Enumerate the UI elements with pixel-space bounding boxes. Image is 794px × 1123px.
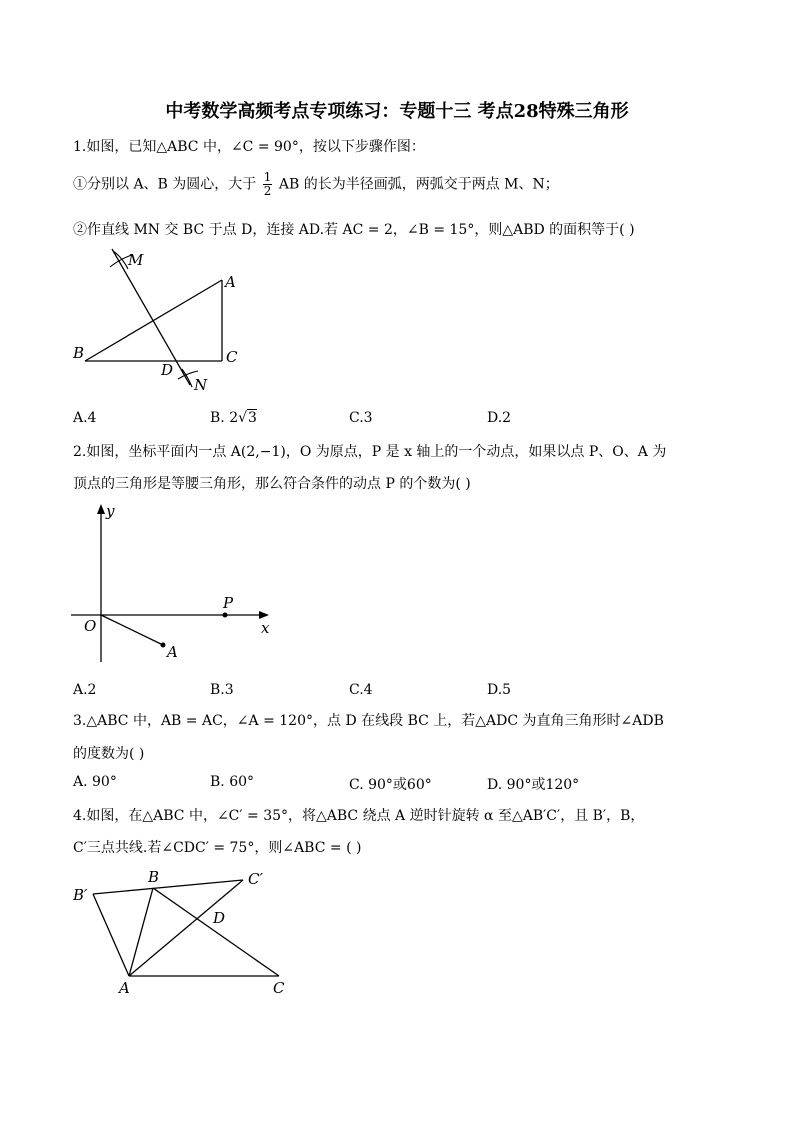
page-title: 中考数学高频考点专项练习：专题十三 考点28特殊三角形	[165, 101, 629, 122]
q2-segment-oa	[101, 615, 163, 645]
q1-frac-num: 1	[263, 170, 272, 184]
q3-line2: 的度数为( )	[73, 746, 145, 762]
q4-label-a: A	[119, 979, 130, 997]
q1-label-n: N	[194, 376, 208, 394]
q4-label-bp: B′	[73, 886, 88, 904]
q2-line1: 2.如图，坐标平面内一点 A(2,−1)，O 为原点，P 是 x 轴上的一个动点，如果以点 P、O、A 为	[73, 444, 667, 460]
q1-option-b-root: 3	[248, 410, 257, 426]
q1-label-c: C	[226, 348, 238, 366]
q1-label-m: M	[128, 251, 144, 269]
q2-point-p	[223, 613, 228, 618]
q2-point-a	[161, 643, 166, 648]
q1-line1: 1.如图，已知△ABC 中，∠C = 90°，按以下步骤作图：	[73, 139, 425, 155]
q4-segment-bp-a	[93, 894, 129, 976]
q1-line-mn	[112, 249, 190, 385]
q4-label-b: B	[148, 868, 160, 886]
q2-x-arrow	[259, 611, 269, 619]
q2-option-c[interactable]: C.4	[349, 682, 373, 698]
q4-label-d: D	[213, 909, 226, 927]
q1-option-b-pre: B. 2	[210, 410, 239, 426]
q4-line2: C′三点共线.若∠CDC′ = 75°，则∠ABC = ( )	[73, 840, 362, 856]
q2-option-a[interactable]: A.2	[73, 682, 97, 698]
q4-line1: 4.如图，在△ABC 中，∠C′ = 35°，将△ABC 绕点 A 逆时针旋转 α 至△AB′C′，且 B′，B，	[73, 808, 645, 824]
q3-option-d[interactable]: D. 90°或120°	[487, 777, 580, 793]
q3-line1: 3.△ABC 中，AB = AC，∠A = 120°，点 D 在线段 BC 上，若△ADC 为直角三角形时∠ADB	[73, 713, 664, 729]
q1-frac-den: 2	[263, 184, 272, 198]
q4-label-c: C	[273, 979, 285, 997]
q1-arc-n2	[182, 369, 192, 387]
q3-option-c[interactable]: C. 90°或60°	[349, 777, 432, 793]
q2-label-y: y	[106, 502, 115, 520]
q1-line2-pre: ①分别以 A、B 为圆心，大于	[73, 176, 257, 193]
q4-segment-bp-cp	[93, 880, 243, 894]
q4-segment-b-c	[153, 888, 279, 976]
q1-line2-post: AB 的长为半径画弧，两弧交于两点 M、N；	[278, 176, 559, 193]
q1-line2	[73, 171, 559, 198]
q1-line3: ②作直线 MN 交 BC 于点 D，连接 AD.若 AC = 2，∠B = 15°，则△ABD 的面积等于( )	[73, 222, 635, 238]
q4-segment-a-cp	[129, 880, 243, 976]
q1-label-d: D	[161, 361, 174, 379]
q3-option-b[interactable]: B. 60°	[210, 774, 255, 790]
q1-label-b: B	[73, 344, 85, 362]
q3-option-a[interactable]: A. 90°	[73, 774, 117, 790]
q4-figure	[65, 860, 305, 1005]
q2-label-a: A	[167, 643, 178, 661]
q2-label-o: O	[84, 617, 97, 635]
q2-line2: 顶点的三角形是等腰三角形，那么符合条件的动点 P 的个数为( )	[73, 476, 471, 492]
q1-figure	[60, 245, 260, 400]
q1-fraction	[263, 171, 273, 198]
q2-option-d[interactable]: D.5	[487, 682, 512, 698]
q2-figure	[65, 500, 280, 670]
q2-label-x: x	[261, 619, 270, 637]
q1-option-a[interactable]: A.4	[73, 410, 97, 426]
q4-label-cp: C′	[248, 870, 263, 888]
q1-option-c[interactable]: C.3	[349, 410, 373, 426]
q2-option-b[interactable]: B.3	[210, 682, 234, 698]
q1-option-b[interactable]: B. 2√3	[210, 410, 257, 426]
q1-label-a: A	[225, 273, 236, 291]
q4-segment-a-b	[129, 888, 153, 976]
q2-label-p: P	[223, 594, 234, 612]
q1-option-d[interactable]: D.2	[487, 410, 512, 426]
q2-y-arrow	[97, 504, 105, 514]
